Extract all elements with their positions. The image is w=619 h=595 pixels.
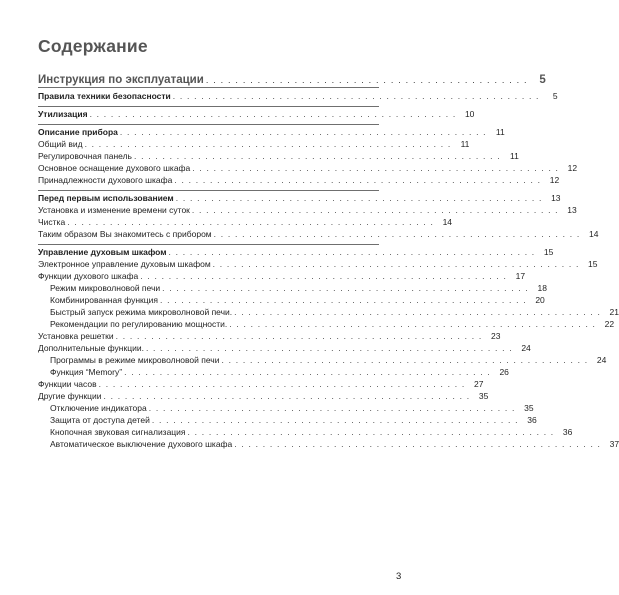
toc-entry[interactable] xyxy=(38,229,599,240)
toc-entry[interactable] xyxy=(38,343,531,354)
toc-subentry[interactable] xyxy=(50,367,509,378)
toc-leader-dots: . . . . . . . . . . . . . . . . . . . . . . . . . . . . . . . . . . . . . . . . . . . . . . . . . . . . xyxy=(133,151,501,161)
toc-entry-page: 35 xyxy=(524,403,534,413)
toc-leader-dots: . . . . . . . . . . . . . . . . . . . . . . . . . . . . . . . . . . . . . . . . . . . . . . . . . . . . xyxy=(115,331,483,341)
toc-entry-page: 13 xyxy=(567,205,577,215)
toc-entry-label: Функция “Memory” xyxy=(50,367,123,377)
toc-entry[interactable] xyxy=(38,217,453,228)
toc-entry[interactable] xyxy=(38,331,501,342)
toc-entry-page: 26 xyxy=(499,367,509,377)
toc-leader-dots: . . . . . . . . . . . . . . . . . . . . . . . . . . . . . . . . . . . . . . . . . . . . . . . . . . . . xyxy=(187,427,555,437)
toc-leader-dots: . . . . . . . . . . . . . . . . . . . . . . . . . . . . . . . . . . . . . . . . . . . . . . . . . . . . xyxy=(191,205,559,215)
toc-leader-dots: . . . . . . . . . . . . . . . . . . . . . . . . . . . . . . . . . . . . . . . . . . . . . . . . . . . . xyxy=(145,343,513,353)
toc-leader-dots: . . . . . . . . . . . . . . . . . . . . . . . . . . . . . . . . . . . . . . . . . . . . . . . . . . . . xyxy=(89,109,457,119)
toc-entry-page: 12 xyxy=(549,175,560,185)
toc-entry-label: Общий вид xyxy=(38,139,83,149)
page-title: Содержание xyxy=(38,36,148,56)
toc-entry-label: Электронное управление духовым шкафом xyxy=(38,259,211,269)
toc-entry-page: 36 xyxy=(562,427,573,437)
toc-leader-dots: . . . . . . . . . . . . . . . . . . . . . . . . . . . . . . . . . . . . . . . . . . . . xyxy=(205,75,528,85)
toc-leader-dots: . . . . . . . . . . . . . . . . . . . . . . . . . . . . . . . . . . . . . . . . . . . . . . . . . . . . xyxy=(229,319,597,329)
toc-leader-dots: . . . . . . . . . . . . . . . . . . . . . . . . . . . . . . . . . . . . . . . . . . . . . . . . . . . . xyxy=(175,193,543,203)
toc-leader-dots: . . . . . . . . . . . . . . . . . . . . . . . . . . . . . . . . . . . . . . . . . . . . . . . . . . . . xyxy=(172,91,540,101)
toc-entry-label: Программы в режиме микроволновой печи xyxy=(50,355,220,365)
toc-entry-page: 21 xyxy=(609,307,619,317)
toc-entry[interactable] xyxy=(38,175,560,186)
toc-main-heading[interactable] xyxy=(38,68,546,86)
toc-entry-label: Установка и изменение времени суток xyxy=(38,205,190,215)
toc-leader-dots: . . . . . . . . . . . . . . . . . . . . . . . . . . . . . . . . . . . . . . . . . . . . . . . . . . . . xyxy=(140,271,508,281)
toc-entry-label: Основное оснащение духового шкафа xyxy=(38,163,191,173)
toc-entry-page: 5 xyxy=(552,91,558,101)
toc-entry-label: Правила техники безопасности xyxy=(38,91,171,101)
toc-leader-dots: . . . . . . . . . . . . . . . . . . . . . . . . . . . . . . . . . . . . . . . . . . . . . . . . . . . . xyxy=(151,415,519,425)
toc-entry-page: 11 xyxy=(495,127,505,137)
toc-entry-page: 12 xyxy=(567,163,578,173)
toc-entry-page: 20 xyxy=(535,295,545,305)
toc-entry-page: 36 xyxy=(527,415,537,425)
toc-entry[interactable] xyxy=(38,205,577,216)
toc-entry-page: 18 xyxy=(537,283,547,293)
toc-leader-dots: . . . . . . . . . . . . . . . . . . . . . . . . . . . . . . . . . . . . . . . . . . . . . . . . . . . . xyxy=(159,295,527,305)
toc-entry-label: Режим микроволновой печи xyxy=(50,283,161,293)
toc-entry-label: Таким образом Вы знакомитесь с прибором xyxy=(38,229,212,239)
toc-entry-page: 17 xyxy=(515,271,526,281)
toc-leader-dots: . . . . . . . . . . . . . . . . . . . . . . . . . . . . . . . . . . . . . . . . . . . . . . . . . . . . xyxy=(192,163,560,173)
toc-entry-label: Дополнительные функции. xyxy=(38,343,144,353)
toc-subentry[interactable] xyxy=(50,307,619,318)
toc-entry-label: Установка решетки xyxy=(38,331,114,341)
toc-entry-label: Отключение индикатора xyxy=(50,403,147,413)
toc-main-heading-label: Инструкция по эксплуатации xyxy=(38,74,204,86)
toc-subentry[interactable] xyxy=(50,283,547,294)
toc-entry-label: Регулировочная панель xyxy=(38,151,132,161)
toc-entry[interactable] xyxy=(38,391,489,402)
toc-entry[interactable] xyxy=(38,151,519,162)
toc-entry-page: 11 xyxy=(510,151,519,161)
toc-leader-dots: . . . . . . . . . . . . . . . . . . . . . . . . . . . . . . . . . . . . . . . . . . . . . . . . . . . . xyxy=(174,175,542,185)
toc-entry[interactable] xyxy=(38,163,578,174)
toc-leader-dots: . . . . . . . . . . . . . . . . . . . . . . . . . . . . . . . . . . . . . . . . . . . . . . . . . . . . xyxy=(124,367,491,377)
toc-entry-label: Перед первым использованием xyxy=(38,193,174,203)
toc-entry[interactable] xyxy=(38,127,505,138)
section-divider xyxy=(38,124,379,125)
toc-subentry[interactable] xyxy=(50,427,573,438)
toc-entry-label: Автоматическое выключение духового шкафа xyxy=(50,439,233,449)
toc-entry-label: Комбинированная функция xyxy=(50,295,158,305)
toc-entry-label: Рекомендации по регулированию мощности. xyxy=(50,319,228,329)
toc-subentry[interactable] xyxy=(50,319,615,330)
toc-entry-label: Быстрый запуск режима микроволновой печи. xyxy=(50,307,233,317)
toc-leader-dots: . . . . . . . . . . . . . . . . . . . . . . . . . . . . . . . . . . . . . . . . . . . . . . . . . . . . xyxy=(212,259,580,269)
toc-entry-label: Описание прибора xyxy=(38,127,118,137)
toc-entry-page: 11 xyxy=(460,139,470,149)
toc-entry[interactable] xyxy=(38,109,475,120)
toc-entry-page: 13 xyxy=(551,193,561,203)
toc-leader-dots: . . . . . . . . . . . . . . . . . . . . . . . . . . . . . . . . . . . . . . . . . . . . . . . . . . . . xyxy=(84,139,452,149)
toc-leader-dots: . . . . . . . . . . . . . . . . . . . . . . . . . . . . . . . . . . . . . . . . . . . . . . . . . . . . xyxy=(234,307,602,317)
toc-entry[interactable] xyxy=(38,259,598,270)
toc-entry-label: Защита от доступа детей xyxy=(50,415,150,425)
toc-entry-page: 15 xyxy=(543,247,554,257)
toc-entry[interactable] xyxy=(38,271,526,282)
toc-entry-page: 14 xyxy=(589,229,599,239)
toc-entry-label: Другие функции xyxy=(38,391,102,401)
toc-subentry[interactable] xyxy=(50,295,545,306)
toc-entry-label: Утилизация xyxy=(38,109,88,119)
toc-leader-dots: . . . . . . . . . . . . . . . . . . . . . . . . . . . . . . . . . . . . . . . . . . . . . . . . . . . . xyxy=(162,283,529,293)
toc-main-heading-page: 5 xyxy=(539,74,546,86)
toc-entry[interactable] xyxy=(38,247,554,258)
section-divider xyxy=(38,244,379,245)
toc-leader-dots: . . . . . . . . . . . . . . . . . . . . . . . . . . . . . . . . . . . . . . . . . . . . . . . . . . . . xyxy=(221,355,589,365)
toc-entry-label: Функции духового шкафа xyxy=(38,271,139,281)
toc-leader-dots: . . . . . . . . . . . . . . . . . . . . . . . . . . . . . . . . . . . . . . . . . . . . . . . . . . . . xyxy=(148,403,516,413)
toc-entry-page: 14 xyxy=(442,217,453,227)
toc-entry-label: Чистка xyxy=(38,217,66,227)
toc-entry-page: 23 xyxy=(491,331,501,341)
toc-entry-page: 35 xyxy=(478,391,489,401)
toc-entry-label: Кнопочная звуковая сигнализация xyxy=(50,427,186,437)
toc-entry-page: 22 xyxy=(604,319,615,329)
toc-entry[interactable] xyxy=(38,193,561,204)
toc-entry-label: Управление духовым шкафом xyxy=(38,247,167,257)
toc-entry[interactable] xyxy=(38,91,558,102)
toc-entry-page: 24 xyxy=(521,343,531,353)
toc-leader-dots: . . . . . . . . . . . . . . . . . . . . . . . . . . . . . . . . . . . . . . . . . . . . . . . . . . . . xyxy=(119,127,487,137)
toc-leader-dots: . . . . . . . . . . . . . . . . . . . . . . . . . . . . . . . . . . . . . . . . . . . . . . . . . . . . xyxy=(103,391,471,401)
toc-entry-label: Функции часов xyxy=(38,379,97,389)
heading-divider xyxy=(38,87,379,88)
toc-entry-page: 10 xyxy=(464,109,475,119)
toc-subentry[interactable] xyxy=(50,403,534,414)
toc-entry-page: 37 xyxy=(609,439,619,449)
toc-subentry[interactable] xyxy=(50,355,607,366)
toc-leader-dots: . . . . . . . . . . . . . . . . . . . . . . . . . . . . . . . . . . . . . . . . . . . . . . . . . . . . xyxy=(98,379,466,389)
section-divider xyxy=(38,106,379,107)
toc-leader-dots: . . . . . . . . . . . . . . . . . . . . . . . . . . . . . . . . . . . . . . . . . . . . . . . . . . . . xyxy=(168,247,536,257)
toc-subentry[interactable] xyxy=(50,439,619,450)
page-number: 3 xyxy=(396,571,402,582)
section-divider xyxy=(38,190,379,191)
toc-entry-label: Принадлежности духового шкафа xyxy=(38,175,173,185)
toc-leader-dots: . . . . . . . . . . . . . . . . . . . . . . . . . . . . . . . . . . . . . . . . . . . . . . . . . . . . xyxy=(67,217,435,227)
toc-entry-page: 15 xyxy=(588,259,598,269)
toc-entry[interactable] xyxy=(38,139,470,150)
toc-entry[interactable] xyxy=(38,379,484,390)
toc-leader-dots: . . . . . . . . . . . . . . . . . . . . . . . . . . . . . . . . . . . . . . . . . . . . . . . . . . . . xyxy=(234,439,602,449)
toc-entry-page: 24 xyxy=(596,355,607,365)
toc-entry-page: 27 xyxy=(473,379,484,389)
toc-subentry[interactable] xyxy=(50,415,537,426)
toc-leader-dots: . . . . . . . . . . . . . . . . . . . . . . . . . . . . . . . . . . . . . . . . . . . . . . . . . . . . xyxy=(213,229,581,239)
